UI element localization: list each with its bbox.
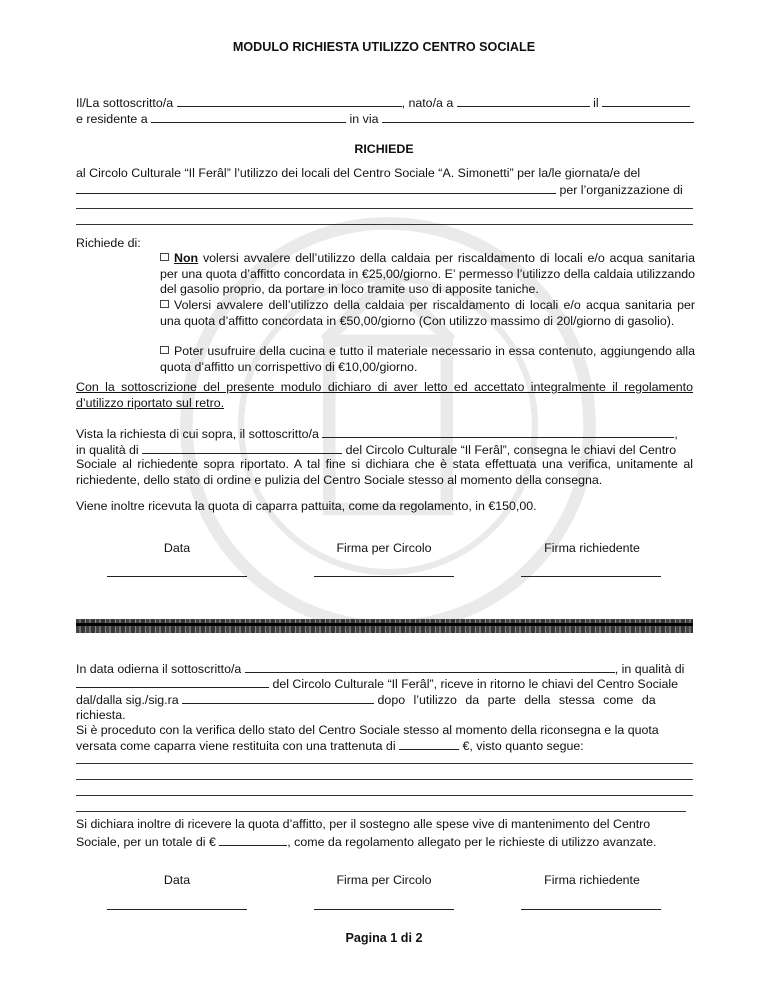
sig-richiedente-field[interactable] (521, 576, 661, 577)
label-qualita: in qualità di (76, 443, 139, 457)
sig-data-field[interactable] (107, 576, 247, 577)
street-field[interactable] (382, 111, 694, 123)
sig2-richiedente-label: Firma richiedente (544, 873, 640, 887)
total-field[interactable] (219, 834, 287, 846)
notes-field-line-3[interactable] (76, 795, 693, 796)
option-1-text: volersi avvalere dell’utilizzo della caldaia per riscaldamento di locali e/o acqua sanitaria per una quota d’affitto concordata in €25,00/giorno. E’ permesso l’utilizzo della caldaia utilizzando del gasolio proprio, da portare in loco tramite uso di apposite taniche. (160, 251, 695, 297)
label-organizzazione: per l’organizzazione di (559, 183, 683, 197)
option-no-boiler[interactable] (160, 251, 695, 298)
label-dopo: dopo l’utilizzo da parte della stessa come da (377, 693, 656, 707)
sig-data-label: Data (163, 541, 191, 555)
vista-line-1: Vista la richiesta di cui sopra, il sottoscritto/a , (76, 427, 678, 441)
label-regolamento: , come da regolamento allegato per le richieste di utilizzo avanzate. (287, 835, 657, 849)
label-riceve: del Circolo Culturale “Il Ferâl”, riceve in ritorno le chiavi del Centro Sociale (272, 677, 679, 691)
section-divider-line (76, 623, 693, 626)
richiede-line-2 (76, 182, 683, 197)
richiede-heading: RICHIEDE (354, 142, 414, 156)
return-from-field[interactable] (182, 692, 374, 704)
sig2-circolo-label: Firma per Circolo (336, 873, 432, 887)
label-nato: , nato/a a (401, 96, 454, 110)
declaration-text: Con la sottoscrizione del presente modulo dichiaro di aver letto ed accettato integralmente il regolamento d’utilizzo riportato sul retro. (76, 380, 693, 410)
richiede-text-1: al Circolo Culturale “Il Ferâl” l’utilizzo dei locali del Centro Sociale “A. Simonetti” per la/le giornata/e del (76, 166, 641, 180)
affitto-line-2 (76, 834, 656, 849)
checkbox-icon[interactable] (160, 300, 169, 308)
applicant-line-2 (76, 111, 694, 126)
sig-richiedente-label: Firma richiedente (544, 541, 640, 555)
label-vista: Vista la richiesta di cui sopra, il sottoscritto/a (76, 427, 319, 441)
notes-field-line-1[interactable] (76, 763, 693, 764)
label-il: il (593, 96, 599, 110)
staff-role-field[interactable] (142, 442, 342, 454)
return-line-3 (76, 692, 656, 707)
return-line-4: richiesta. (76, 708, 126, 722)
return-line-2 (76, 676, 678, 691)
return-line-5: Si è proceduto con la verifica dello stato del Centro Sociale stesso al momento della riconsegna e la quota (76, 723, 659, 737)
sig-circolo-label: Firma per Circolo (336, 541, 432, 555)
label-in-data: In data odierna il sottoscritto/a (76, 662, 242, 676)
document-title: MODULO RICHIESTA UTILIZZO CENTRO SOCIALE (232, 40, 536, 54)
label-residente: e residente a (76, 112, 148, 126)
vista-line-2 (76, 442, 676, 457)
return-staff-name-field[interactable] (245, 661, 615, 673)
checkbox-icon[interactable] (160, 253, 169, 261)
applicant-line-1 (76, 95, 690, 110)
birthdate-field[interactable] (602, 95, 690, 107)
label-trattenuta: versata come caparra viene restituita con una trattenuta di (76, 739, 396, 753)
option-3-text: Poter usufruire della cucina e tutto il materiale necessario in essa contenuto, aggiungendo alla quota d’affitto un corrispettivo di €10,00/giorno. (160, 344, 695, 374)
caparra-text: Viene inoltre ricevuta la quota di caparra pattuita, come da regolamento, in €150,00. (76, 499, 537, 513)
return-line-6 (76, 738, 584, 753)
purpose-field-line-2[interactable] (76, 224, 693, 225)
option-kitchen[interactable] (160, 344, 695, 375)
page-number: Pagina 1 di 2 (345, 931, 423, 945)
label-totale: Sociale, per un totale di € (76, 835, 216, 849)
purpose-field-line-1[interactable] (76, 208, 693, 209)
birthplace-field[interactable] (457, 95, 590, 107)
label-visto: €, visto quanto segue: (462, 739, 584, 753)
option-1-bold: Non (174, 251, 199, 265)
option-boiler[interactable] (160, 298, 695, 329)
dates-field[interactable] (76, 182, 556, 194)
section-divider (76, 619, 693, 633)
option-2-text: Volersi avvalere dell’utilizzo della caldaia per riscaldamento di locali e/o acqua sanitaria per una quota d’affitto concordata in €50,00/giorno (Con utilizzo massimo di 20l/giorno di gasolio). (160, 298, 695, 328)
residence-field[interactable] (151, 111, 346, 123)
name-field[interactable] (177, 95, 402, 107)
withholding-field[interactable] (399, 738, 459, 750)
richiede-di-label: Richiede di: (76, 236, 141, 250)
label-dal-dalla: dal/dalla sig./sig.ra (76, 693, 179, 707)
sig2-circolo-field[interactable] (314, 909, 454, 910)
sig2-data-field[interactable] (107, 909, 247, 910)
sig2-data-label: Data (163, 873, 191, 887)
notes-field-line-4[interactable] (76, 811, 686, 812)
staff-name-field[interactable] (322, 426, 674, 438)
sig2-richiedente-field[interactable] (521, 909, 661, 910)
return-line-1 (76, 661, 684, 676)
vista-paragraph: Sociale al richiedente sopra riportato. A tal fine si dichiara che è stata effettuata una verifica, unitamente al richiedente, dello stato di ordine e pulizia del Centro Sociale stesso al momento della consegna. (76, 457, 693, 487)
sig-circolo-field[interactable] (314, 576, 454, 577)
label-consegna: del Circolo Culturale “Il Ferâl”, consegna le chiavi del Centro (345, 443, 677, 457)
label-via: in via (349, 112, 379, 126)
return-staff-role-field[interactable] (76, 676, 269, 688)
label-sottoscritto: Il/La sottoscritto/a (76, 96, 174, 110)
label-in-qualita: , in qualità di (614, 662, 685, 676)
checkbox-icon[interactable] (160, 346, 169, 354)
notes-field-line-2[interactable] (76, 779, 693, 780)
affitto-line-1: Si dichiara inoltre di ricevere la quota d’affitto, per il sostegno alle spese vive di mantenimento del Centro (76, 817, 651, 831)
